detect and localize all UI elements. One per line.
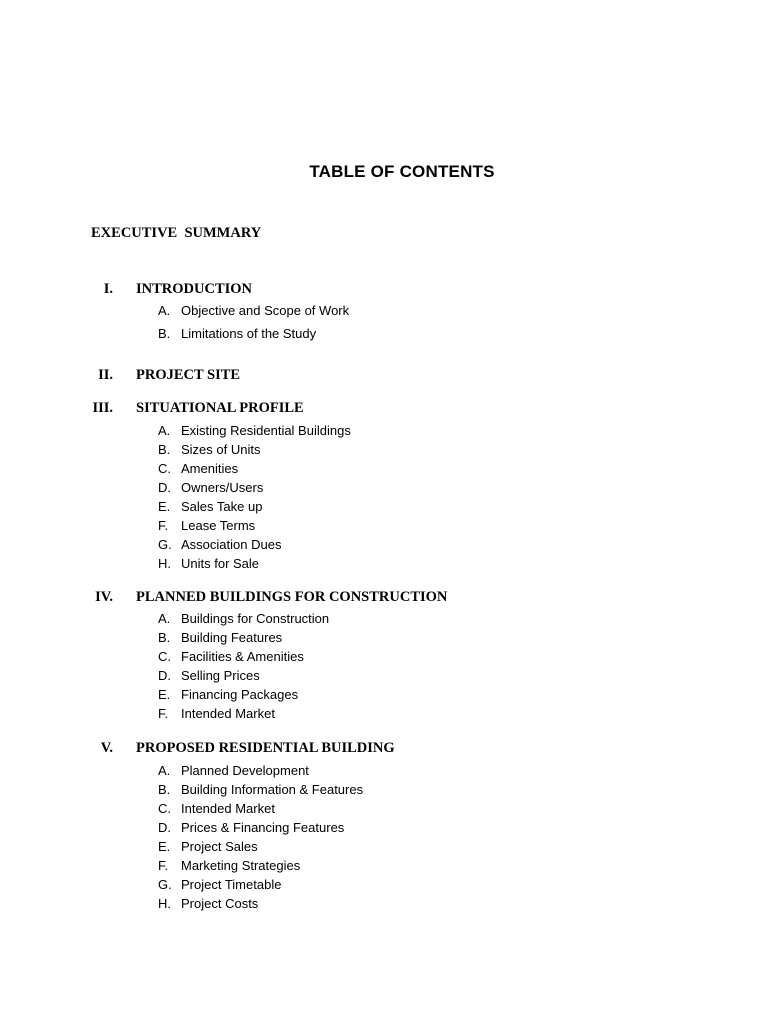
item-letter: D.	[158, 820, 171, 835]
item-text: Sales Take up	[181, 499, 263, 514]
toc-item	[0, 763, 768, 782]
item-letter: G.	[158, 877, 172, 892]
item-text: Existing Residential Buildings	[181, 423, 351, 438]
toc-item	[0, 649, 768, 668]
section-title: PROPOSED RESIDENTIAL BUILDING	[136, 740, 395, 756]
toc-item	[0, 877, 768, 896]
item-text: Marketing Strategies	[181, 858, 301, 873]
item-letter: C.	[158, 649, 171, 664]
page-title: TABLE OF CONTENTS	[309, 162, 495, 181]
item-letter: A.	[158, 423, 171, 438]
toc-item	[0, 442, 768, 461]
item-letter: A.	[158, 611, 171, 626]
item-letter: F.	[158, 706, 169, 721]
item-text: Project Timetable	[181, 877, 282, 892]
item-letter: D.	[158, 480, 171, 495]
toc-item	[0, 668, 768, 687]
toc-item	[0, 820, 768, 839]
item-letter: F.	[158, 518, 169, 533]
item-text: Project Sales	[181, 839, 258, 854]
item-letter: C.	[158, 461, 171, 476]
item-letter: C.	[158, 801, 171, 816]
toc-item	[0, 423, 768, 442]
toc-item	[0, 537, 768, 556]
toc-section-planned-buildings	[0, 589, 768, 725]
toc-item	[0, 858, 768, 877]
toc-item	[0, 687, 768, 706]
item-text: Amenities	[181, 461, 239, 476]
section-title: PLANNED BUILDINGS FOR CONSTRUCTION	[136, 589, 448, 605]
executive-summary-heading: EXECUTIVE SUMMARY	[91, 225, 262, 241]
item-text: Owners/Users	[181, 480, 264, 495]
item-letter: H.	[158, 896, 171, 911]
item-text: Prices & Financing Features	[181, 820, 345, 835]
item-text: Project Costs	[181, 896, 259, 911]
item-letter: B.	[158, 782, 171, 797]
toc-section-project-site	[0, 367, 768, 387]
item-text: Objective and Scope of Work	[181, 303, 350, 318]
toc-section-introduction	[0, 281, 768, 349]
item-letter: F.	[158, 858, 169, 873]
item-text: Planned Development	[181, 763, 309, 778]
toc-section-proposed-residential	[0, 740, 768, 915]
section-title: PROJECT SITE	[136, 367, 241, 383]
toc-item	[0, 518, 768, 537]
item-letter: E.	[158, 839, 171, 854]
item-letter: A.	[158, 303, 171, 318]
item-text: Intended Market	[181, 801, 275, 816]
toc-item	[0, 461, 768, 480]
item-letter: G.	[158, 537, 172, 552]
item-text: Association Dues	[181, 537, 282, 552]
item-text: Building Information & Features	[181, 782, 364, 797]
section-title: INTRODUCTION	[136, 281, 253, 297]
toc-item	[0, 303, 768, 322]
item-letter: D.	[158, 668, 171, 683]
item-text: Sizes of Units	[181, 442, 261, 457]
item-text: Financing Packages	[181, 687, 299, 702]
toc-item	[0, 630, 768, 649]
section-numeral: V.	[100, 740, 113, 756]
item-text: Facilities & Amenities	[181, 649, 304, 664]
toc-item	[0, 801, 768, 820]
section-numeral: III.	[92, 400, 113, 416]
item-text: Buildings for Construction	[181, 611, 330, 626]
toc-item	[0, 706, 768, 725]
toc-item	[0, 611, 768, 630]
section-numeral: IV.	[95, 589, 113, 605]
section-title: SITUATIONAL PROFILE	[136, 400, 304, 416]
item-text: Units for Sale	[181, 556, 260, 571]
toc-item	[0, 499, 768, 518]
section-numeral: II.	[98, 367, 113, 383]
toc-item	[0, 322, 768, 349]
toc-section-situational-profile	[0, 400, 768, 575]
item-letter: B.	[158, 326, 171, 341]
toc-item	[0, 839, 768, 858]
toc-item	[0, 556, 768, 575]
item-letter: H.	[158, 556, 171, 571]
toc-item	[0, 782, 768, 801]
item-letter: B.	[158, 442, 171, 457]
toc-item	[0, 896, 768, 915]
item-text: Intended Market	[181, 706, 275, 721]
item-text: Building Features	[181, 630, 283, 645]
item-letter: B.	[158, 630, 171, 645]
item-letter: E.	[158, 499, 171, 514]
item-letter: E.	[158, 687, 171, 702]
item-letter: A.	[158, 763, 171, 778]
toc-item	[0, 480, 768, 499]
item-text: Limitations of the Study	[181, 326, 317, 341]
item-text: Lease Terms	[181, 518, 256, 533]
section-numeral: I.	[103, 281, 113, 297]
item-text: Selling Prices	[181, 668, 260, 683]
